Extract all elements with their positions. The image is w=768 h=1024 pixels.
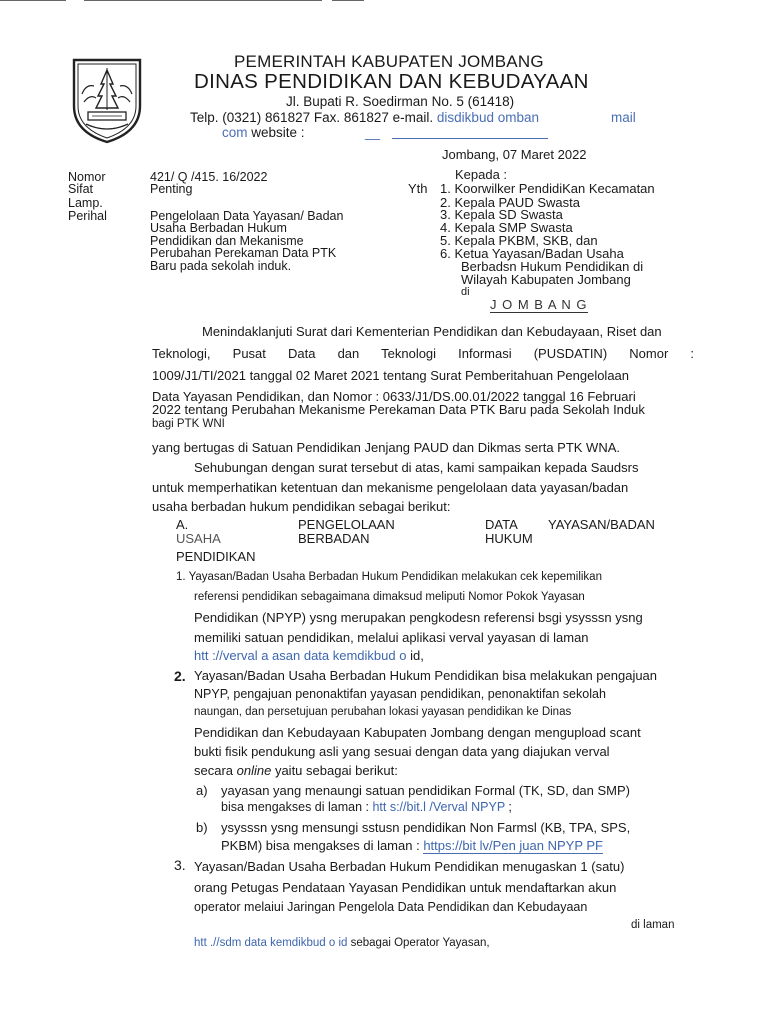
section-a-hukum: HUKUM bbox=[485, 531, 533, 546]
item2-line-4: Pendidikan dan Kebudayaan Kabupaten Jombang dengan mengupload scant bbox=[194, 725, 641, 740]
section-a-pendidikan: PENDIDIKAN bbox=[176, 549, 256, 564]
verval-yayasan-link[interactable]: htt ://verval a asan data kemdikbud o bbox=[194, 648, 407, 663]
item2-secara: secara bbox=[194, 763, 237, 778]
item2-line-6 bbox=[194, 763, 398, 778]
section-a-pengelolaan: PENGELOLAAN bbox=[298, 517, 395, 532]
sub-a-label: a) bbox=[196, 783, 208, 798]
item2-sebagai: yaitu sebagai berikut: bbox=[271, 763, 398, 778]
city-jombang: J O M B A N G bbox=[490, 297, 588, 312]
letterhead-address: Jl. Bupati R. Soedirman No. 5 (61418) bbox=[286, 94, 515, 109]
contact-phone: Telp. (0321) 861827 Fax. 861827 e-mail. bbox=[190, 110, 434, 125]
item3-line-1: Yayasan/Badan Usaha Berbadan Hukum Pendidikan menugaskan 1 (satu) bbox=[194, 859, 625, 874]
recipient-1 bbox=[440, 181, 655, 196]
letterhead-line1: PEMERINTAH KABUPATEN JOMBANG bbox=[234, 52, 544, 71]
sub-b-line-1: ysysssn ysng mensungi sstusn pendidikan Non Farmsl (KB, TPA, SPS, bbox=[221, 820, 631, 835]
item3-link-line bbox=[194, 937, 490, 949]
item3-number: 3. bbox=[174, 857, 186, 873]
recipient-num: 6. bbox=[440, 246, 451, 261]
perihal-line-3: Pendidikan dan Mekanisme bbox=[150, 234, 304, 248]
item1-line-4: memiliki satuan pendidikan, melalui aplikasi verval yayasan di laman bbox=[194, 630, 589, 645]
p2-line-2: untuk memperhatikan ketentuan dan mekanisme pengelolaan data yayasan/badan bbox=[152, 480, 629, 495]
item1-line-3: Pendidikan (NPYP) ysng merupakan pengkodesn referensi bsgi ysysssn ysng bbox=[194, 610, 643, 625]
p1-line-3: 1009/J1/TI/2021 tanggal 02 Maret 2021 tentang Surat Pemberitahuan Pengelolaan bbox=[152, 368, 630, 383]
top-rule-2 bbox=[84, 0, 322, 1]
item3-end: sebagai Operator Yayasan, bbox=[347, 937, 490, 949]
website-underline bbox=[392, 138, 548, 139]
item3-line-3: operator melaiui Jaringan Pengelola Data Pendidikan dan Kebudayaan bbox=[194, 900, 588, 914]
email-user: disdikbud omban bbox=[436, 110, 539, 125]
letterhead-line2: DINAS PENDIDIKAN DAN KEBUDAYAAN bbox=[194, 70, 589, 93]
item2-line-1: Yayasan/Badan Usaha Berbadan Hukum Pendidikan bisa melakukan pengajuan bbox=[194, 668, 658, 683]
perihal-line-5: Baru pada sekolah induk. bbox=[150, 259, 292, 273]
top-rule-1 bbox=[0, 0, 66, 1]
p1-line-5: 2022 tentang Perubahan Mekanisme Perekaman Data PTK Baru pada Sekolah Induk bbox=[152, 402, 645, 417]
p1-line-6: bagi PTK WNI bbox=[152, 418, 225, 430]
recipient-num: 5. bbox=[440, 233, 451, 248]
p2-line-1: Sehubungan dengan surat tersebut di atas, kami sampaikan kepada Saudsrs bbox=[194, 460, 639, 475]
perihal-line-2: Usaha Berbadan Hukum bbox=[150, 221, 287, 235]
perihal-line-4: Perubahan Perekaman Data PTK bbox=[150, 246, 337, 260]
sifat-label: Sifat bbox=[68, 182, 94, 196]
item2-line-5: bukti fisik pendukung asli yang sesuai dengan data yang diajukan verval bbox=[194, 744, 610, 759]
perihal-line-1: Pengelolaan Data Yayasan/ Badan bbox=[150, 209, 344, 223]
letterhead-contact bbox=[190, 110, 539, 125]
recipient-text: Ketua Yayasan/Badan Usaha bbox=[454, 246, 624, 261]
recipient-num: 3. bbox=[440, 207, 451, 222]
section-a-data: DATA bbox=[485, 517, 518, 532]
sub-a-end: ; bbox=[504, 800, 512, 814]
recipient-num: 1. bbox=[440, 181, 451, 196]
website-line bbox=[222, 125, 305, 140]
item1-link-line bbox=[194, 648, 424, 663]
lamp-label: Lamp. bbox=[68, 196, 103, 210]
website-value: __ bbox=[365, 125, 381, 140]
recipient-text: Kepala SD Swasta bbox=[454, 207, 563, 222]
recipient-6-cont-2: Wilayah Kabupaten Jombang bbox=[461, 272, 631, 287]
item3-line-2: orang Petugas Pendataan Yayasan Pendidikan untuk mendaftarkan akun bbox=[194, 880, 617, 895]
p1-line-2: Teknologi, Pusat Data dan Teknologi Informasi (PUSDATIN) Nomor : bbox=[152, 346, 694, 361]
section-a-yayasan: YAYASAN/BADAN bbox=[548, 517, 655, 532]
website-label: website : bbox=[251, 125, 305, 140]
place-date: Jombang, 07 Maret 2022 bbox=[442, 147, 587, 162]
item1-line-1: 1. Yayasan/Badan Usaha Berbadan Hukum Pendidikan melakukan cek kepemilikan bbox=[176, 571, 602, 583]
recipient-text: Kepala SMP Swasta bbox=[454, 220, 573, 235]
recipient-text: Kepala PKBM, SKB, dan bbox=[454, 233, 598, 248]
sub-b-text: PKBM) bisa mengakses di laman : bbox=[221, 838, 424, 853]
p1-line-1: Menindaklanjuti Surat dari Kementerian Pendidikan dan Kebudayaan, Riset dan bbox=[202, 324, 662, 339]
recipient-num: 2. bbox=[440, 195, 451, 210]
item2-number: 2. bbox=[174, 668, 186, 684]
p1-line-4: Data Yayasan Pendidikan, dan Nomor : 0633/J1/DS.00.01/2022 tanggal 16 Februari bbox=[152, 389, 636, 404]
item2-line-2: NPYP, pengajuan penonaktifan yayasan pendidikan, penonaktifan sekolah bbox=[194, 687, 606, 701]
sub-b-label: b) bbox=[196, 820, 208, 835]
section-a-letter: A. bbox=[176, 517, 189, 532]
item2-line-3: naungan, dan persetujuan perubahan lokasi yayasan pendidikan ke Dinas bbox=[194, 706, 572, 718]
sdm-kemdikbud-link[interactable]: htt .//sdm data kemdikbud o id bbox=[194, 937, 348, 949]
yth-label: Yth bbox=[408, 181, 428, 196]
sub-a-line-2 bbox=[221, 800, 512, 814]
recipient-num: 4. bbox=[440, 220, 451, 235]
di-label: di bbox=[461, 286, 470, 298]
item2-online: online bbox=[236, 763, 272, 778]
p1-line-7: yang bertugas di Satuan Pendidikan Jenjang PAUD dan Dikmas serta PTK WNA. bbox=[152, 440, 620, 455]
nomor-value: 421/ Q /415. 16/2022 bbox=[150, 170, 268, 184]
item3-dilaman: di laman bbox=[631, 919, 675, 931]
recipient-6-cont-1: Berbadsn Hukum Pendidikan di bbox=[461, 259, 644, 274]
item1-link-end: id, bbox=[406, 648, 424, 663]
nomor-label: Nomor bbox=[68, 170, 106, 184]
sub-b-line-2 bbox=[221, 838, 603, 853]
p2-line-3: usaha berbadan hukum pendidikan sebagai berikut: bbox=[152, 499, 451, 514]
section-a-usaha: USAHA bbox=[176, 531, 221, 546]
pengajuan-npyp-pf-link[interactable]: https://bit lv/Pen juan NPYP PF bbox=[423, 838, 603, 853]
verval-npyp-link[interactable]: htt s://bit.l /Verval NPYP bbox=[372, 800, 505, 814]
kepada-label: Kepada : bbox=[455, 167, 508, 182]
top-rule-3 bbox=[332, 0, 364, 1]
sub-a-line-1: yayasan yang menaungi satuan pendidikan Formal (TK, SD, dan SMP) bbox=[221, 783, 630, 798]
section-a-berbadan: BERBADAN bbox=[298, 531, 370, 546]
sifat-value: Penting bbox=[150, 182, 193, 196]
recipient-text: Koorwilker PendidiKan Kecamatan bbox=[454, 181, 655, 196]
email-mail: mail bbox=[611, 110, 636, 125]
email-com: com bbox=[222, 125, 248, 140]
jombang-emblem-icon bbox=[66, 54, 148, 146]
recipient-text: Kepala PAUD Swasta bbox=[454, 195, 580, 210]
item1-line-2: referensi pendidikan sebagaimana dimaksud meliputi Nomor Pokok Yayasan bbox=[194, 591, 585, 603]
sub-a-text: bisa mengakses di laman : bbox=[221, 800, 373, 814]
perihal-label: Perihal bbox=[68, 209, 107, 223]
